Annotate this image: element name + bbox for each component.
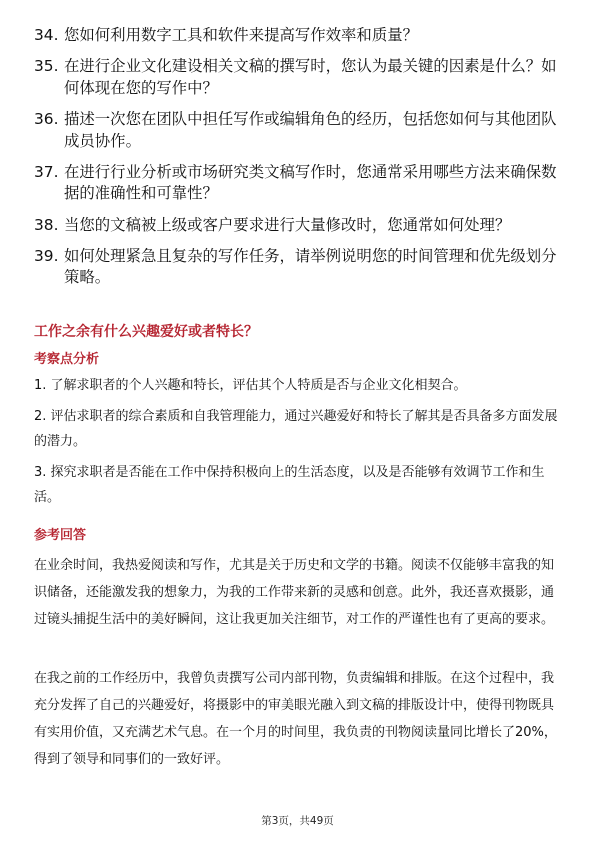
question-item bbox=[34, 109, 562, 152]
question-text: 如何处理紧急且复杂的写作任务，请举例说明您的时间管理和优先级划分策略。 bbox=[64, 246, 557, 287]
question-number: 38. bbox=[34, 215, 59, 234]
question-item bbox=[34, 215, 562, 237]
question-item bbox=[34, 246, 562, 289]
answer-body bbox=[34, 552, 562, 773]
question-item bbox=[34, 25, 562, 47]
question-text: 描述一次您在团队中担任写作或编辑角色的经历，包括您如何与其他团队成员协作。 bbox=[64, 109, 557, 150]
analysis-point: 1. 了解求职者的个人兴趣和特长，评估其个人特质是否与企业文化相契合。 bbox=[34, 378, 467, 393]
analysis-points bbox=[34, 373, 562, 516]
question-text: 当您的文稿被上级或客户要求进行大量修改时，您通常如何处理？ bbox=[64, 215, 511, 234]
answer-heading: 参考回答 bbox=[34, 528, 87, 543]
question-number: 35. bbox=[34, 57, 59, 76]
answer-paragraph: 在我之前的工作经历中，我曾负责撰写公司内部刊物，负责编辑和排版。在这个过程中，我充分发挥了自己的兴趣爱好，将摄影中的审美眼光融入到文稿的排版设计中，使得刊物既具有实用价值，又充满艺术气息。在一个月的时间里，我负责的刊物阅读量同比增长了20%，得到了领导和同事们的一致好评。 bbox=[34, 671, 557, 767]
question-item bbox=[34, 162, 562, 205]
question-number: 36. bbox=[34, 109, 59, 128]
question-number: 34. bbox=[34, 26, 59, 44]
section-title: 工作之余有什么兴趣爱好或者特长？ bbox=[34, 324, 258, 340]
page-footer: 第3页，共49页 bbox=[261, 815, 334, 827]
analysis-point: 2. 评估求职者的综合素质和自我管理能力，通过兴趣爱好和特长了解其是否具备多方面发展的潜力。 bbox=[34, 408, 558, 449]
question-number: 39. bbox=[34, 246, 59, 265]
question-list bbox=[34, 25, 562, 299]
question-text: 在进行企业文化建设相关文稿的撰写时，您认为最关键的因素是什么？如何体现在您的写作中？ bbox=[64, 57, 557, 97]
question-text: 在进行行业分析或市场研究类文稿写作时，您通常采用哪些方法来确保数据的准确性和可靠性？ bbox=[64, 162, 557, 203]
answer-paragraph: 在业余时间，我热爱阅读和写作，尤其是关于历史和文学的书籍。阅读不仅能够丰富我的知识储备，还能激发我的想象力，为我的工作带来新的灵感和创意。此外，我还喜欢摄影，通过镜头捕捉生活中的美好瞬间，这让我更加关注细节，对工作的严谨性也有了更高的要求。 bbox=[34, 558, 555, 627]
question-number: 37. bbox=[34, 162, 59, 181]
analysis-heading: 考察点分析 bbox=[34, 352, 100, 367]
analysis-point: 3. 探究求职者是否能在工作中保持积极向上的生活态度，以及是否能够有效调节工作和生活。 bbox=[34, 464, 545, 505]
question-text: 您如何利用数字工具和软件来提高写作效率和质量？ bbox=[64, 26, 418, 44]
question-item bbox=[34, 56, 562, 99]
